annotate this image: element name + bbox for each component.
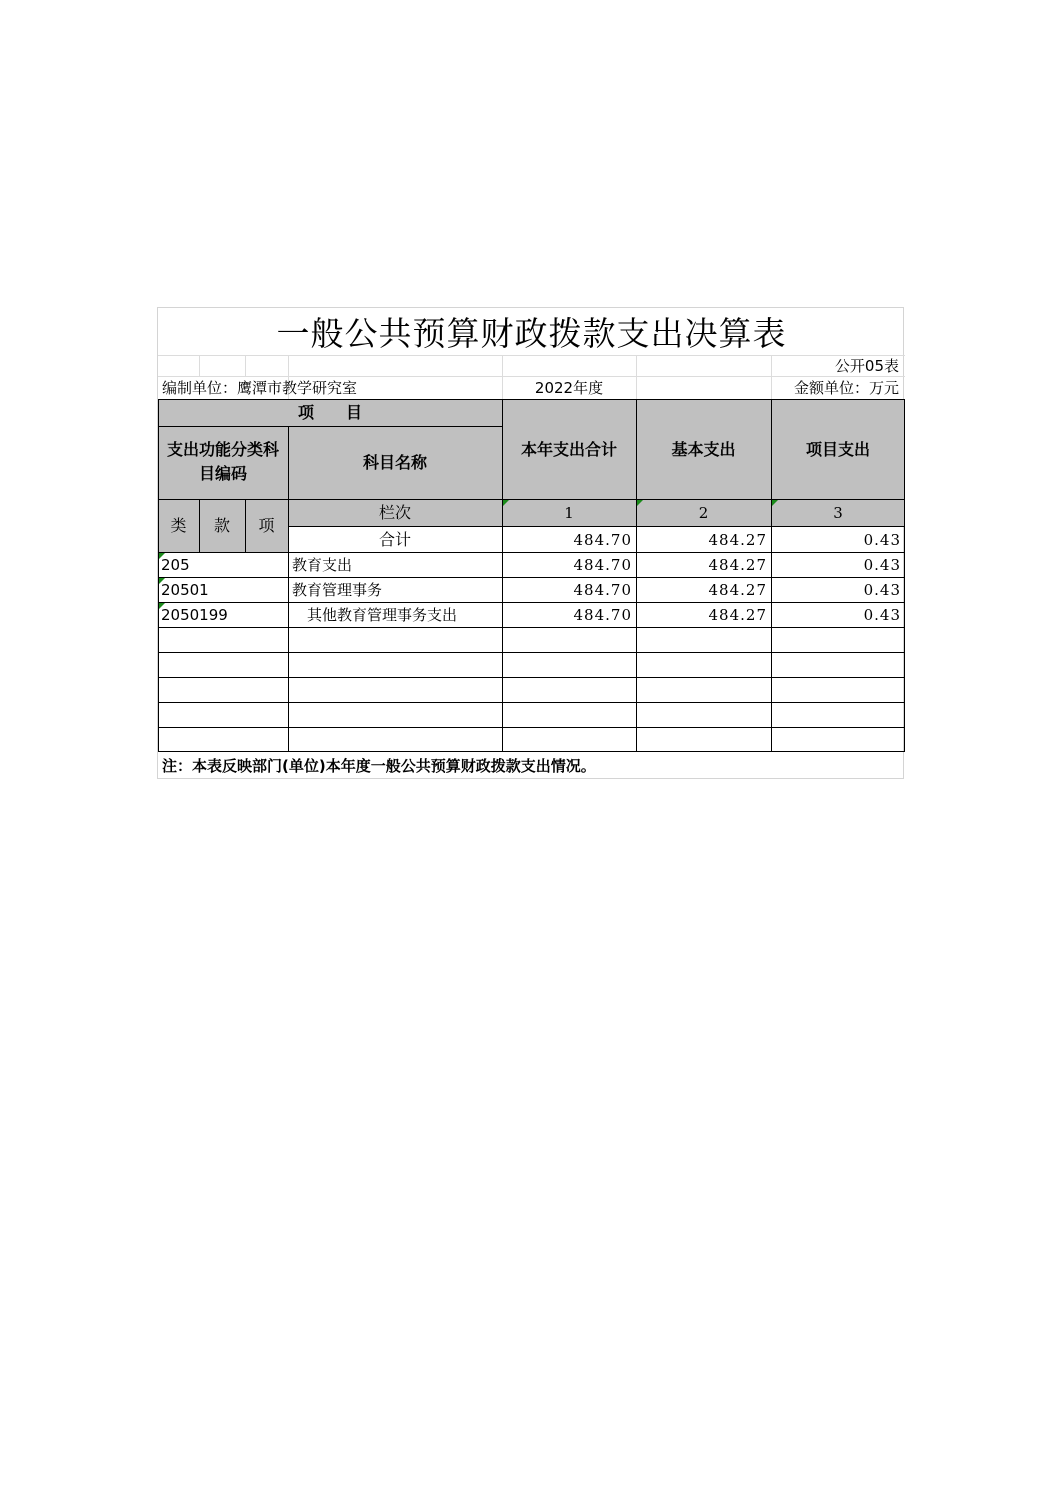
header-xiang: 项 [258, 516, 275, 535]
row-name: 教育管理事务 [292, 581, 383, 599]
row-basic: 484.27 [708, 581, 767, 599]
cell-marker [503, 500, 509, 506]
amount-unit: 金额单位：万元 [793, 379, 899, 397]
total-row-label: 合计 [378, 530, 411, 549]
project-expense-value: 0.43 [863, 531, 901, 549]
row-name: 教育支出 [292, 556, 353, 574]
table-title: 一般公共预算财政拨款支出决算表 [276, 314, 787, 353]
form-number: 公开05表 [834, 357, 899, 375]
row-project: 0.43 [863, 581, 901, 599]
row-basic: 484.27 [708, 556, 767, 574]
cell-marker [772, 500, 778, 506]
fiscal-year: 2022年度 [534, 379, 604, 397]
meta-gridline [636, 355, 637, 399]
row-total: 484.70 [573, 581, 632, 599]
row-code: 205 [161, 556, 190, 574]
header-lei: 类 [170, 516, 187, 535]
header-project-expense: 项目支出 [805, 440, 870, 459]
header-function-code: 支出功能分类科目编码 [166, 440, 279, 483]
compiling-unit: 编制单位：鹰潭市教学研究室 [162, 379, 358, 397]
meta-gridline [771, 355, 772, 399]
table-note: 注：本表反映部门(单位)本年度一般公共预算财政拨款支出情况。 [162, 757, 596, 775]
row-total: 484.70 [573, 556, 632, 574]
column-number-3: 3 [833, 504, 843, 522]
column-number-1: 1 [564, 504, 574, 522]
meta-gridline [199, 355, 200, 376]
row-code: 20501 [161, 581, 209, 599]
header-basic-expense: 基本支出 [671, 440, 736, 459]
cell-marker [637, 500, 643, 506]
column-number-2: 2 [698, 504, 709, 522]
row-name: 其他教育管理事务支出 [292, 606, 458, 624]
header-kuan: 款 [213, 516, 230, 535]
row-total: 484.70 [573, 606, 632, 624]
total-expense-value: 484.70 [573, 531, 632, 549]
meta-gridline [245, 355, 246, 376]
header-subject-name: 科目名称 [362, 453, 427, 472]
header-total-expense: 本年支出合计 [520, 440, 617, 459]
basic-expense-value: 484.27 [708, 531, 767, 549]
budget-table-sheet [157, 307, 904, 779]
header-lanci: 栏次 [378, 503, 411, 522]
row-code: 2050199 [161, 606, 228, 624]
row-project: 0.43 [863, 556, 901, 574]
row-project: 0.43 [863, 606, 901, 624]
row-basic: 484.27 [708, 606, 767, 624]
header-item: 项 目 [297, 403, 362, 422]
meta-gridline [158, 355, 905, 356]
